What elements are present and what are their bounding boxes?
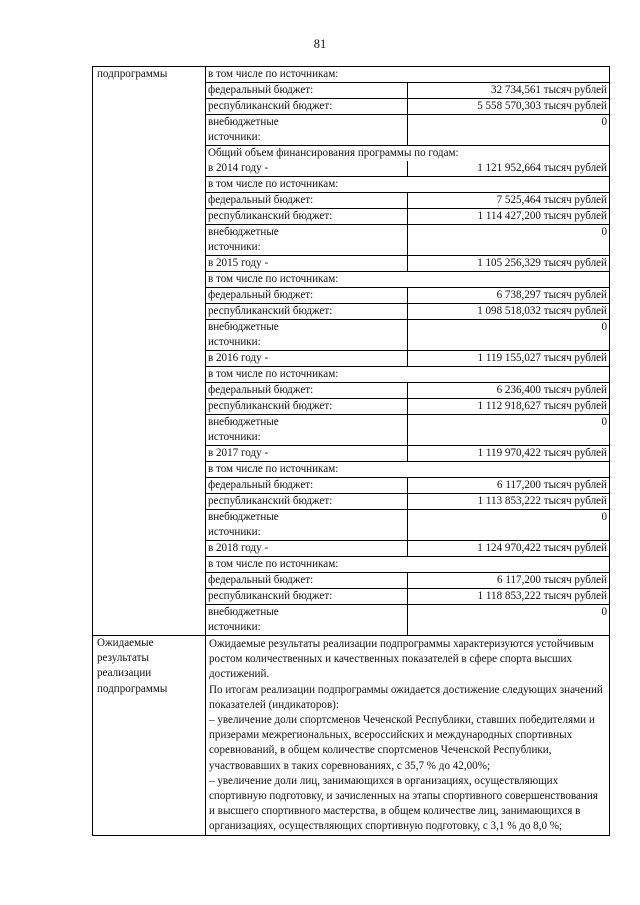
year-offbudget-value: 0 — [408, 320, 610, 351]
year-total-value: 1 121 952,664 тысяч рублей — [408, 161, 610, 177]
year-republic-label: республиканский бюджет: — [206, 209, 408, 225]
year-federal-value: 7 525,464 тысяч рублей — [408, 193, 610, 209]
results-text — [206, 636, 610, 836]
results-paragraph: – увеличение доли лиц, занимающихся в организациях, осуществляющих спортивную подготовку, и зачисленных на этапы спортивного совершенствования и высшего спортивного мастерства, в общем количестве лиц, занимающихся в организациях, осуществляющих спортивную подготовку, с 3,1 % до 8,0 %; — [209, 774, 598, 833]
year-total-value: 1 119 970,422 тысяч рублей — [408, 446, 610, 462]
year-federal-value: 6 117,200 тысяч рублей — [408, 478, 610, 494]
year-republic-value: 1 118 853,222 тысяч рублей — [408, 589, 610, 605]
year-total-value: 1 124 970,422 тысяч рублей — [408, 541, 610, 557]
federal-total-value: 32 734,561 тысяч рублей — [408, 83, 610, 99]
year-offbudget-value: 0 — [601, 606, 607, 618]
year-label: в 2017 году - — [206, 446, 408, 462]
results-paragraph: По итогам реализации подпрограммы ожидается достижение следующих значений показателей (индикаторов): — [209, 683, 603, 711]
year-offbudget-label: внебюджетные источники: — [206, 225, 408, 256]
sources-intro: в том числе по источникам: — [206, 67, 609, 83]
republic-label: республиканский бюджет: — [206, 99, 408, 115]
year-republic-value: 1 113 853,222 тысяч рублей — [408, 494, 610, 510]
year-sources-intro: в том числе по источникам: — [206, 462, 609, 478]
year-republic-value: 1 114 427,200 тысяч рублей — [408, 209, 610, 225]
year-label: в 2014 году - — [206, 161, 408, 177]
results-label: Ожидаемые результаты реализации подпрограммы — [93, 636, 206, 836]
year-federal-value: 6 236,400 тысяч рублей — [408, 383, 610, 399]
funding-cell — [206, 67, 610, 636]
year-republic-label: республиканский бюджет: — [206, 494, 408, 510]
year-federal-label: федеральный бюджет: — [206, 383, 408, 399]
year-label: в 2018 году - — [206, 541, 408, 557]
year-sources-intro: в том числе по источникам: — [206, 557, 609, 573]
offbudget-total-value: 0 — [408, 115, 610, 146]
results-paragraph: Ожидаемые результаты реализации подпрограммы характеризуются устойчивым ростом количественных и качественных показателей в сфере спорта высших достижений. — [209, 638, 594, 681]
funding-label: подпрограммы — [93, 67, 206, 636]
year-federal-label: федеральный бюджет: — [206, 573, 408, 589]
funding-breakdown — [206, 67, 609, 635]
year-offbudget-label: внебюджетные источники: — [206, 415, 408, 446]
page-number: 81 — [313, 37, 327, 51]
republic-total-value: 5 558 570,303 тысяч рублей — [408, 99, 610, 115]
year-federal-value: 6 738,297 тысяч рублей — [408, 288, 610, 304]
year-offbudget-label: внебюджетные источники: — [206, 510, 408, 541]
year-republic-value: 1 098 518,032 тысяч рублей — [408, 304, 610, 320]
year-republic-label: республиканский бюджет: — [206, 589, 408, 605]
year-republic-label: республиканский бюджет: — [206, 304, 408, 320]
year-federal-label: федеральный бюджет: — [206, 193, 408, 209]
year-label: в 2016 году - — [206, 351, 408, 367]
results-row — [93, 636, 610, 836]
year-republic-label: республиканский бюджет: — [206, 399, 408, 415]
funding-row — [93, 67, 610, 636]
year-label: в 2015 году - — [206, 256, 408, 272]
year-offbudget-value: 0 — [408, 510, 610, 541]
year-offbudget-label: внебюджетные источники: — [206, 605, 408, 636]
year-federal-label: федеральный бюджет: — [206, 288, 408, 304]
program-table — [92, 66, 610, 836]
year-offbudget-value: 0 — [408, 225, 610, 256]
offbudget-label: внебюджетные источники: — [206, 115, 408, 146]
year-federal-value: 6 117,200 тысяч рублей — [408, 573, 610, 589]
year-total-value: 1 105 256,329 тысяч рублей — [408, 256, 610, 272]
year-federal-label: федеральный бюджет: — [206, 478, 408, 494]
year-total-value: 1 119 155,027 тысяч рублей — [408, 351, 610, 367]
year-republic-value: 1 112 918,627 тысяч рублей — [408, 399, 610, 415]
federal-label: федеральный бюджет: — [206, 83, 408, 99]
year-offbudget-label: внебюджетные источники: — [206, 320, 408, 351]
year-sources-intro: в том числе по источникам: — [206, 367, 609, 383]
by-years-heading: Общий объем финансирования программы по годам: — [208, 147, 459, 159]
year-offbudget-value: 0 — [408, 415, 610, 446]
year-sources-intro: в том числе по источникам: — [206, 177, 609, 193]
year-sources-intro: в том числе по источникам: — [206, 272, 609, 288]
results-paragraph: – увеличение доли спортсменов Чеченской Республики, ставших победителями и призерами межрегиональных, всероссийских и международных спортивных соревнований, в общем количестве спортсменов Чеченской Республики, участвовавших в таких соревнованиях, с 35,7 % до 42,00%; — [209, 714, 595, 772]
